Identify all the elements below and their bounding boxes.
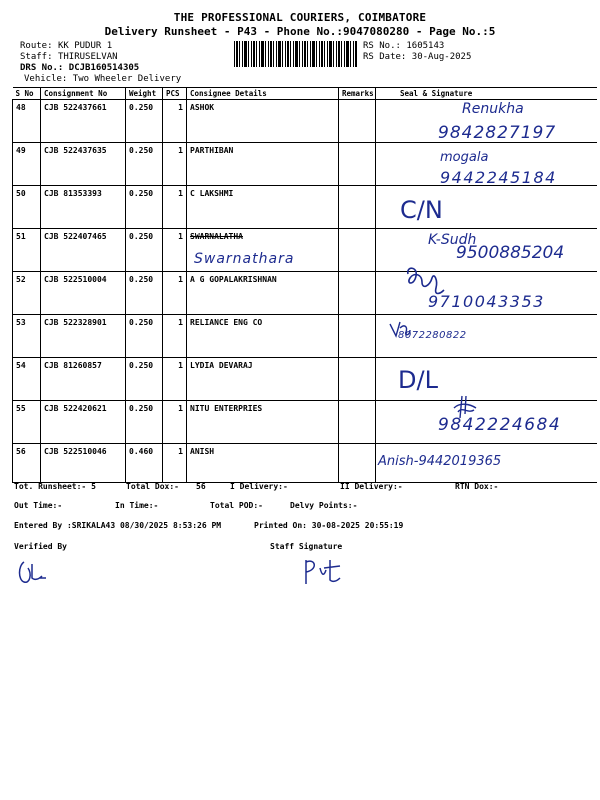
vehicle-label: Vehicle: — [24, 74, 68, 84]
route-value: KK PUDUR 1 — [57, 41, 113, 51]
drs-value: DCJB160514305 — [68, 63, 140, 73]
rtn-dox-label: RTN Dox:- — [455, 482, 499, 491]
cell-remarks — [339, 229, 376, 272]
rs-no-label: RS No.: — [363, 41, 401, 51]
handwritten-consignee-correction: Swarnathara — [194, 251, 295, 267]
cell-remarks — [339, 358, 376, 401]
total-pod-label: Total POD:- — [210, 501, 263, 510]
cell-pcs: 1 — [163, 100, 187, 143]
cell-remarks — [339, 315, 376, 358]
cell-consignment: CJB 522420621 — [41, 401, 126, 444]
table-row — [13, 315, 597, 358]
cell-pcs: 1 — [163, 444, 187, 483]
runsheet-title: Delivery Runsheet - P43 - Phone No.:9047080280 - Page No.:5 — [104, 25, 496, 38]
staff-signature-label: Staff Signature — [270, 542, 343, 551]
verified-by-label: Verified By — [14, 542, 67, 551]
handwritten-phone: 9842827197 — [438, 123, 557, 143]
cell-sno: 52 — [13, 272, 41, 315]
cell-consignee: RELIANCE ENG CO — [187, 315, 339, 358]
cell-sno: 55 — [13, 401, 41, 444]
cell-weight: 0.250 — [126, 358, 163, 401]
printed-on: Printed On: 30-08-2025 20:55:19 — [254, 521, 404, 530]
cell-consignee: ASHOK — [187, 100, 339, 143]
cell-consignment: CJB 522510046 — [41, 444, 126, 483]
handwritten-mark: D/L — [398, 366, 438, 394]
cell-pcs: 1 — [163, 272, 187, 315]
table-header-row — [13, 88, 597, 100]
company-title: THE PROFESSIONAL COURIERS, COIMBATORE — [173, 11, 427, 24]
drs-line — [20, 63, 139, 73]
staff-value: THIRUSELVAN — [57, 52, 118, 62]
cell-sno: 51 — [13, 229, 41, 272]
table-row — [13, 358, 597, 401]
table-row — [13, 186, 597, 229]
cell-sno: 56 — [13, 444, 41, 483]
cell-consignment: CJB 81353393 — [41, 186, 126, 229]
cell-sno: 49 — [13, 143, 41, 186]
cell-consignee: NITU ENTERPRIES — [187, 401, 339, 444]
cell-remarks — [339, 100, 376, 143]
total-dox-value: 56 — [196, 482, 206, 491]
cell-remarks — [339, 143, 376, 186]
cell-pcs: 1 — [163, 401, 187, 444]
cell-weight: 0.460 — [126, 444, 163, 483]
cell-remarks — [339, 186, 376, 229]
out-time-label: Out Time:- — [14, 501, 63, 510]
handwritten-phone: 9710043353 — [428, 292, 545, 311]
cell-pcs: 1 — [163, 143, 187, 186]
handwritten-phone: 9500885204 — [456, 243, 565, 263]
cell-weight: 0.250 — [126, 272, 163, 315]
cell-sno: 53 — [13, 315, 41, 358]
cell-weight: 0.250 — [126, 315, 163, 358]
cell-consignee: C LAKSHMI — [187, 186, 339, 229]
in-time-label: In Time:- — [115, 501, 159, 510]
cell-remarks — [339, 444, 376, 483]
handwritten-mark: C/N — [400, 196, 443, 224]
barcode — [234, 41, 358, 67]
staff-label: Staff: — [20, 52, 53, 62]
tot-runsheet-label: Tot. Runsheet:- — [14, 482, 87, 491]
staff-line — [20, 52, 118, 62]
tot-runsheet — [14, 482, 96, 491]
vehicle-line — [24, 74, 181, 84]
handwritten-name: K-Sudh — [428, 232, 477, 248]
cell-consignment: CJB 522437661 — [41, 100, 126, 143]
vehicle-value: Two Wheeler Delivery — [72, 74, 182, 84]
cell-consignment: CJB 522328901 — [41, 315, 126, 358]
cell-sno: 54 — [13, 358, 41, 401]
total-dox-label: Total Dox:- — [126, 482, 179, 491]
cell-consignment: CJB 522407465 — [41, 229, 126, 272]
consignee-struck-name: SWARNALATHA — [190, 232, 243, 241]
delvy-points-label: Delvy Points:- — [290, 501, 358, 510]
handwritten-phone: 9442245184 — [440, 168, 557, 187]
tot-runsheet-value: 5 — [91, 482, 96, 491]
rs-date-value: 30-Aug-2025 — [411, 52, 472, 62]
rs-date-line — [363, 52, 471, 62]
cell-pcs: 1 — [163, 229, 187, 272]
route-line — [20, 41, 112, 51]
col-remarks: Remarks — [339, 88, 376, 100]
col-consignment: Consignment No — [41, 88, 126, 100]
col-pcs: PCS — [163, 88, 187, 100]
cell-sno: 48 — [13, 100, 41, 143]
col-seal: Seal & Signature — [376, 88, 597, 100]
entered-by: Entered By :SRIKALA43 08/30/2025 8:53:26 PM — [14, 521, 222, 530]
handwritten-phone: 8072280822 — [398, 330, 467, 341]
cell-consignee: A G GOPALAKRISHNAN — [187, 272, 339, 315]
cell-consignee: LYDIA DEVARAJ — [187, 358, 339, 401]
handwritten-name: mogala — [440, 150, 489, 165]
cell-remarks — [339, 401, 376, 444]
cell-consignment: CJB 522437635 — [41, 143, 126, 186]
rs-no-value: 1605143 — [406, 41, 445, 51]
drs-label: DRS No.: — [20, 63, 64, 73]
staff-signature — [300, 556, 344, 586]
cell-pcs: 1 — [163, 315, 187, 358]
table-row — [13, 444, 597, 483]
cell-weight: 0.250 — [126, 100, 163, 143]
cell-weight: 0.250 — [126, 229, 163, 272]
cell-pcs: 1 — [163, 358, 187, 401]
cell-weight: 0.250 — [126, 401, 163, 444]
cell-sno: 50 — [13, 186, 41, 229]
cell-remarks — [339, 272, 376, 315]
cell-consignee: PARTHIBAN — [187, 143, 339, 186]
rs-no-line — [363, 41, 444, 51]
cell-weight: 0.250 — [126, 186, 163, 229]
cell-pcs: 1 — [163, 186, 187, 229]
cell-consignment: CJB 522510004 — [41, 272, 126, 315]
ii-delivery-label: II Delivery:- — [340, 482, 403, 491]
handwritten-name-phone: Anish-9442019365 — [378, 454, 502, 469]
cell-consignment: CJB 81260857 — [41, 358, 126, 401]
col-sno: S No — [13, 88, 41, 100]
col-consignee: Consignee Details — [187, 88, 339, 100]
cell-consignee: ANISH — [187, 444, 339, 483]
handwritten-name: Renukha — [462, 101, 524, 117]
handwritten-phone: 9842224684 — [438, 415, 562, 435]
verified-signature — [16, 558, 50, 586]
cell-weight: 0.250 — [126, 143, 163, 186]
rs-date-label: RS Date: — [363, 52, 407, 62]
route-label: Route: — [20, 41, 53, 51]
col-weight: Weight — [126, 88, 163, 100]
i-delivery-label: I Delivery:- — [230, 482, 288, 491]
